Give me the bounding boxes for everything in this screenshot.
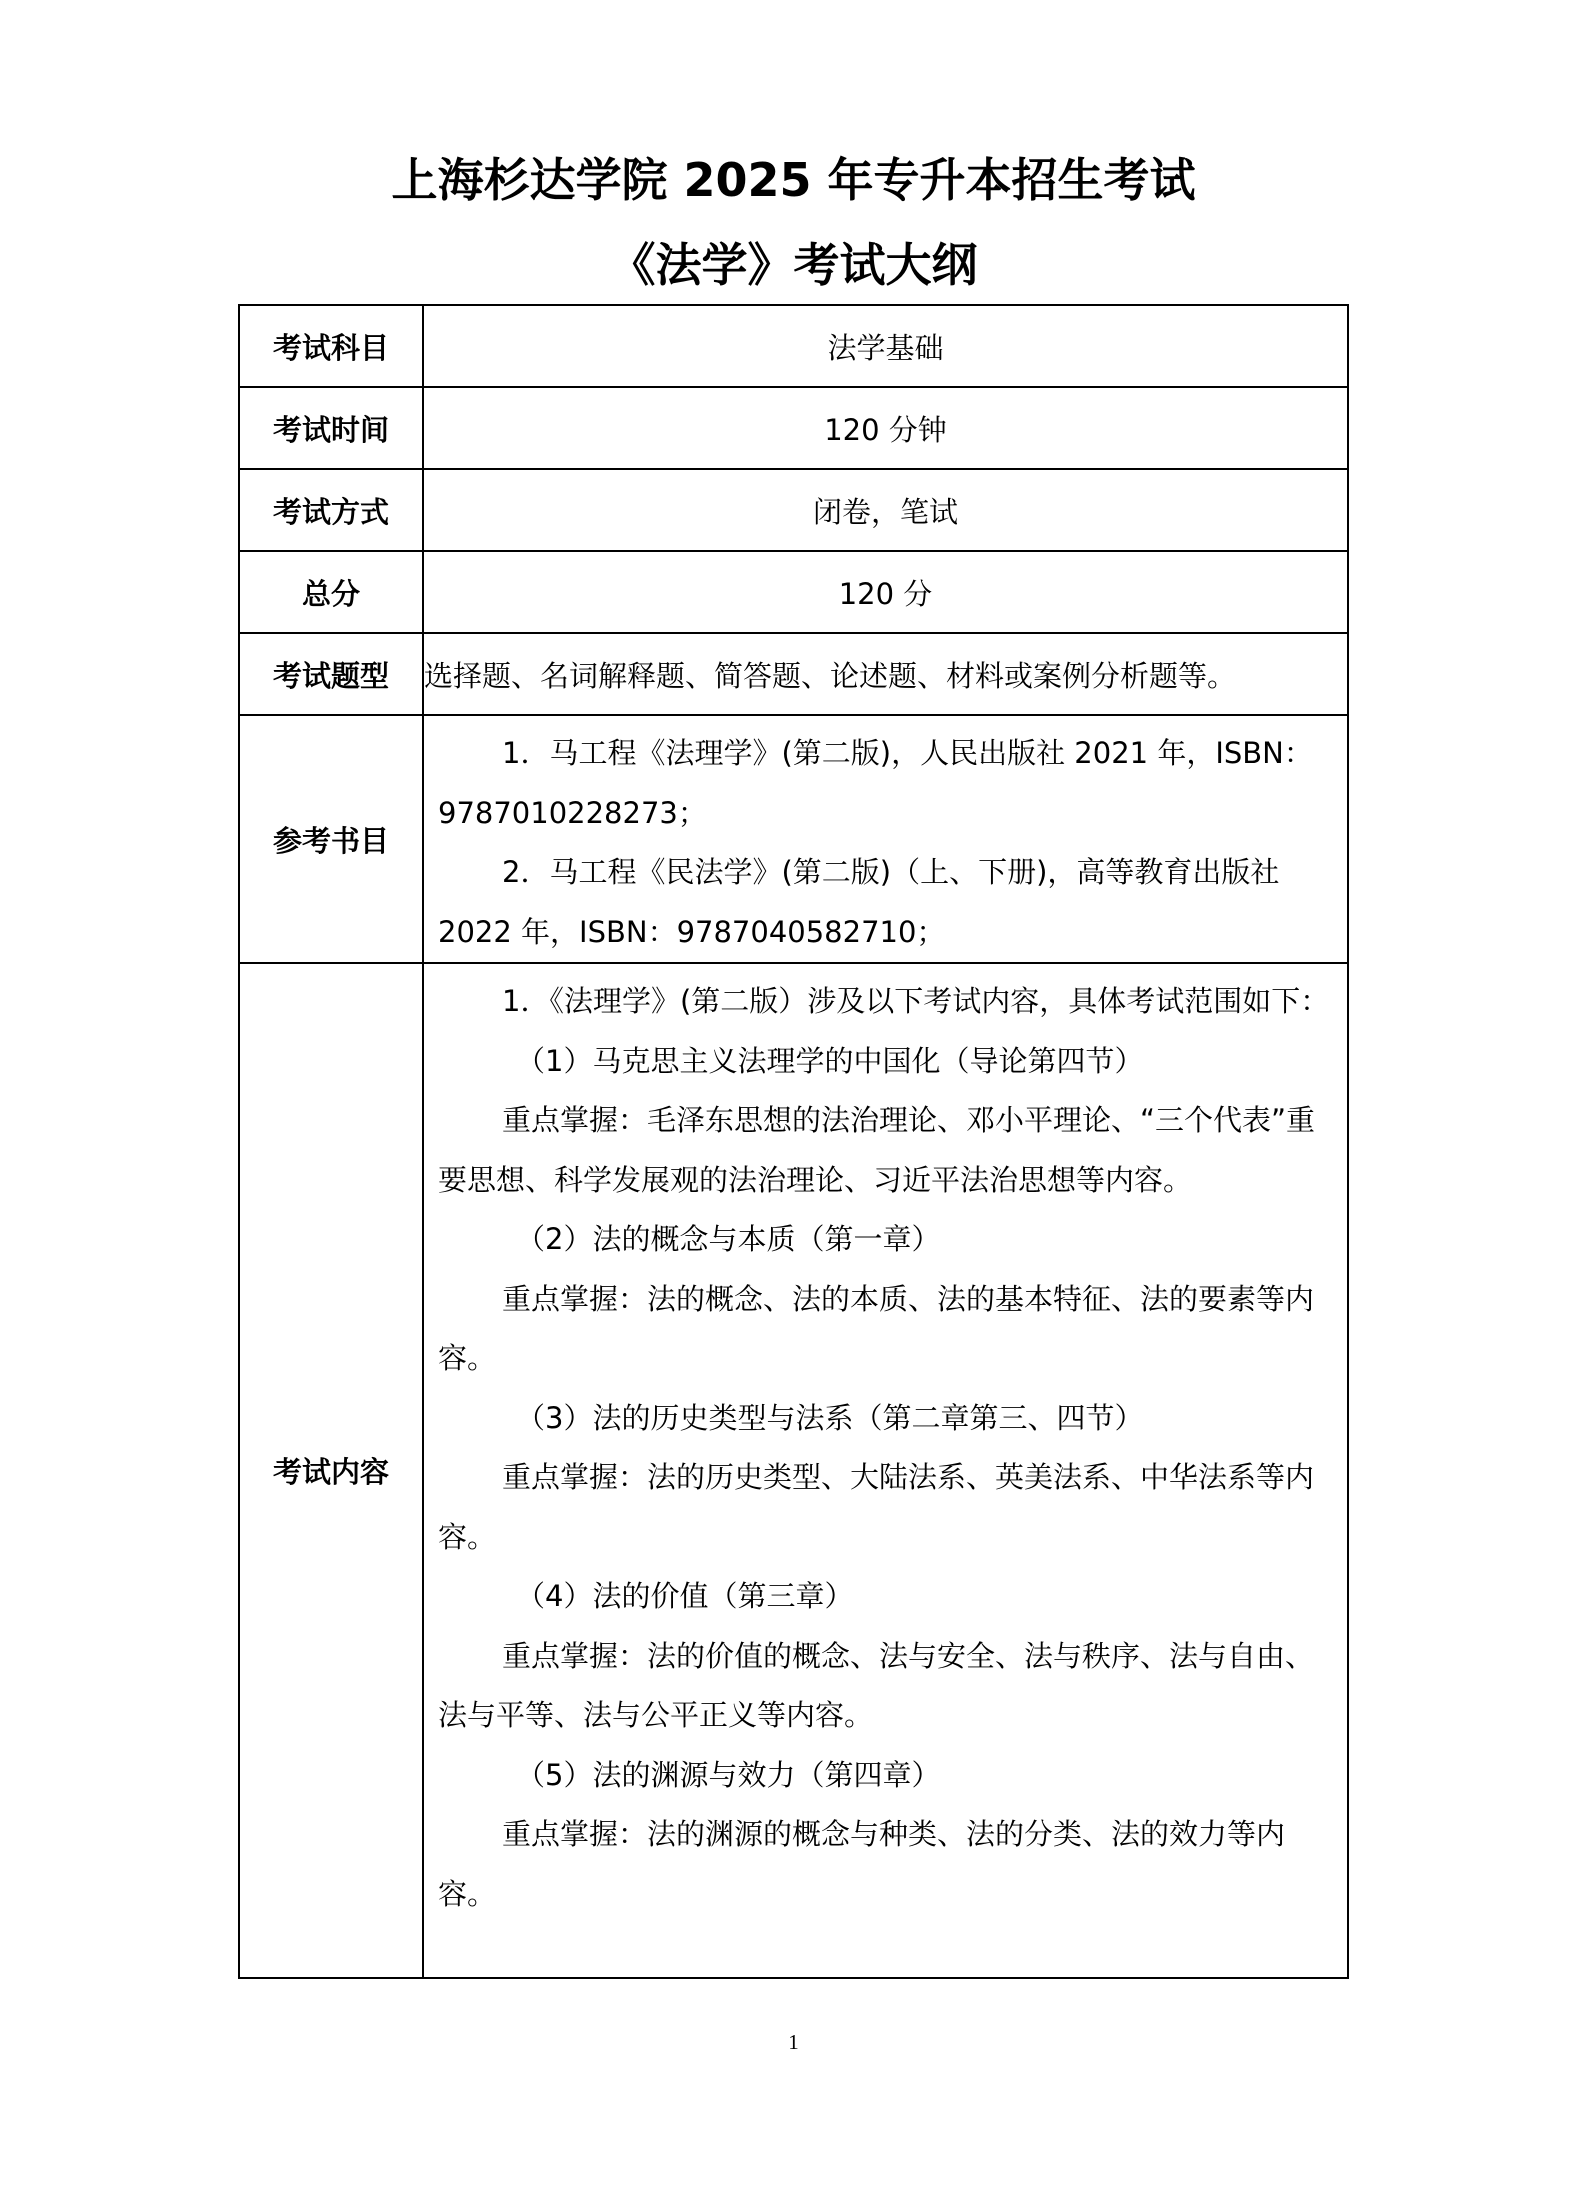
page-number: 1 <box>788 2030 799 2054</box>
section-detail: 重点掌握：毛泽东思想的法治理论、邓小平理论、“三个代表”重要思想、科学发展观的法治理论、习近平法治思想等内容。 <box>438 1103 1316 1197</box>
time-value: 120 分钟 <box>423 387 1348 469</box>
table-row-types <box>239 633 1348 715</box>
content-value <box>423 963 1348 1978</box>
books-label: 参考书目 <box>239 715 423 963</box>
content-label: 考试内容 <box>239 963 423 1978</box>
time-label: 考试时间 <box>239 387 423 469</box>
books-value <box>423 715 1348 963</box>
document-subtitle: 《法学》考试大纲 <box>609 238 978 292</box>
section-heading: （5）法的渊源与效力（第四章） <box>516 1757 941 1792</box>
method-label: 考试方式 <box>239 469 423 551</box>
score-label: 总分 <box>239 551 423 633</box>
book-item: 1．马工程《法理学》(第二版)，人民出版社 2021 年，ISBN：9787010228273； <box>438 736 1313 830</box>
table-row-score <box>239 551 1348 633</box>
section-heading: （4）法的价值（第三章） <box>516 1579 854 1613</box>
score-value: 120 分 <box>423 551 1348 633</box>
section-detail: 重点掌握：法的概念、法的本质、法的基本特征、法的要素等内容。 <box>438 1281 1315 1375</box>
exam-outline-table <box>238 304 1349 1979</box>
section-heading: （2）法的概念与本质（第一章） <box>516 1222 941 1256</box>
types-label: 考试题型 <box>239 633 423 715</box>
table-row-subject <box>239 305 1348 387</box>
section-detail: 重点掌握：法的渊源的概念与种类、法的分类、法的效力等内容。 <box>438 1817 1286 1911</box>
subject-label: 考试科目 <box>239 305 423 387</box>
table-row-time <box>239 387 1348 469</box>
section-heading: （3）法的历史类型与法系（第二章第三、四节） <box>516 1400 1144 1435</box>
section-detail: 重点掌握：法的价值的概念、法与安全、法与秩序、法与自由、法与平等、法与公平正义等内容。 <box>438 1638 1315 1732</box>
subject-value: 法学基础 <box>423 305 1348 387</box>
table-row-content <box>239 963 1348 1978</box>
table-row-books <box>239 715 1348 963</box>
book-item: 2．马工程《民法学》(第二版)（上、下册)，高等教育出版社 2022 年，ISBN：9787040582710； <box>438 855 1280 949</box>
section-detail: 重点掌握：法的历史类型、大陆法系、英美法系、中华法系等内容。 <box>438 1460 1315 1554</box>
section-heading: （1）马克思主义法理学的中国化（导论第四节） <box>516 1043 1144 1078</box>
method-value: 闭卷，笔试 <box>423 469 1348 551</box>
document-title: 上海杉达学院 2025 年专升本招生考试 <box>391 153 1196 207</box>
types-value: 选择题、名词解释题、简答题、论述题、材料或案例分析题等。 <box>423 633 1348 715</box>
table-row-method <box>239 469 1348 551</box>
content-intro: 1．《法理学》(第二版）涉及以下考试内容，具体考试范围如下： <box>502 984 1330 1018</box>
